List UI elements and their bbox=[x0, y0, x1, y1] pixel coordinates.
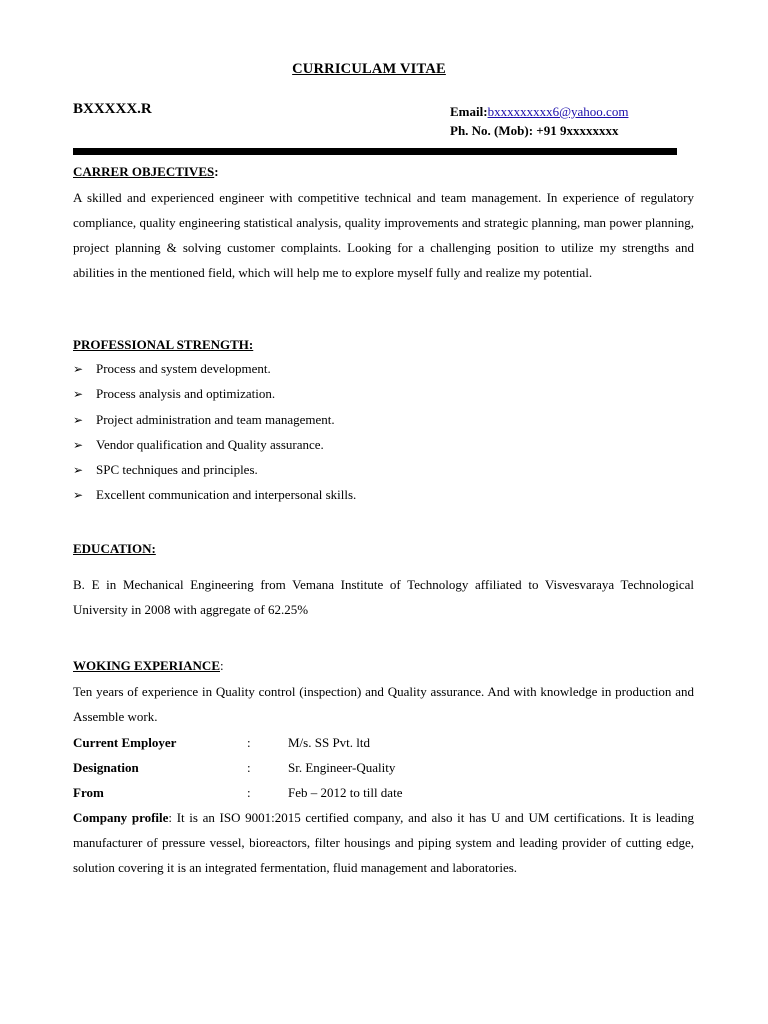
education-text: B. E in Mechanical Engineering from Vemana Institute of Technology affiliated to Visvesvaraya Technological University in 2008 with aggregate of 62.25% bbox=[73, 577, 694, 617]
detail-value: Feb – 2012 to till date bbox=[288, 785, 403, 800]
experience-heading bbox=[73, 658, 224, 674]
list-item-text: Process and system development. bbox=[96, 361, 271, 376]
email-label: Email: bbox=[450, 104, 488, 119]
email-line bbox=[450, 102, 628, 121]
detail-value: Sr. Engineer-Quality bbox=[288, 760, 396, 775]
objectives-heading bbox=[73, 164, 219, 180]
email-link[interactable]: bxxxxxxxxx6@yahoo.com bbox=[487, 104, 629, 119]
list-item bbox=[73, 410, 356, 435]
detail-label: Current Employer bbox=[73, 735, 177, 750]
detail-separator: : bbox=[247, 735, 251, 750]
experience-intro: Ten years of experience in Quality control (inspection) and Quality assurance. And with knowledge in production and Assemble work. bbox=[73, 684, 694, 724]
arrowhead-bullet-icon: ➢ bbox=[73, 463, 84, 478]
detail-label: Designation bbox=[73, 760, 139, 775]
detail-value: M/s. SS Pvt. ltd bbox=[288, 735, 371, 750]
document-title: CURRICULAM VITAE bbox=[292, 61, 446, 77]
detail-separator: : bbox=[247, 760, 251, 775]
company-profile bbox=[73, 805, 694, 880]
company-profile-text: : It is an ISO 9001:2015 certified company, and also it has U and UM certifications. It is leading manufacturer of pressure vessel, bioreactors, filter housings and piping system and leading provider of cutting edge, solution covering it is an integrated fermentation, fluid management and laboratories. bbox=[73, 810, 694, 875]
header-divider bbox=[73, 148, 677, 155]
education-heading bbox=[73, 541, 156, 557]
objectives-heading-text: CARRER OBJECTIVES bbox=[73, 164, 215, 179]
objectives-heading-colon: : bbox=[214, 164, 219, 179]
arrowhead-bullet-icon: ➢ bbox=[73, 362, 84, 376]
strengths-heading bbox=[73, 337, 253, 353]
list-item bbox=[73, 384, 356, 409]
list-item bbox=[73, 359, 356, 384]
detail-label: From bbox=[73, 785, 104, 800]
arrowhead-bullet-icon: ➢ bbox=[73, 412, 84, 427]
detail-separator: : bbox=[247, 785, 251, 800]
candidate-name: BXXXXX.R bbox=[73, 101, 152, 117]
list-item-text: Process analysis and optimization. bbox=[96, 386, 276, 402]
list-item bbox=[73, 435, 356, 460]
objectives-text: A skilled and experienced engineer with competitive technical and team management. In experience of regulatory compliance, quality engineering statistical analysis, quality improvements and strategic planning, man power planning, project planning & solving customer complaints. Looking for a challenging position to utilize my strengths and abilities in the mentioned field, which will help me to explore myself fully and realize my potential. bbox=[73, 190, 694, 280]
arrowhead-bullet-icon: ➢ bbox=[73, 437, 84, 452]
experience-heading-colon: : bbox=[220, 658, 224, 673]
list-item bbox=[73, 485, 356, 510]
list-item-text: Excellent communication and interpersonal skills. bbox=[96, 487, 357, 503]
contact-block bbox=[450, 102, 628, 140]
arrowhead-bullet-icon: ➢ bbox=[73, 488, 84, 503]
experience-heading-text: WOKING EXPERIANCE bbox=[73, 658, 220, 673]
phone-line: Ph. No. (Mob): +91 9xxxxxxxx bbox=[450, 123, 619, 138]
list-item-text: Vendor qualification and Quality assurance. bbox=[96, 436, 324, 452]
company-profile-label: Company profile bbox=[73, 810, 169, 825]
strengths-heading-text: PROFESSIONAL STRENGTH: bbox=[73, 337, 254, 352]
strengths-list bbox=[73, 359, 356, 511]
education-heading-text: EDUCATION: bbox=[73, 541, 156, 556]
arrowhead-bullet-icon: ➢ bbox=[73, 387, 84, 402]
list-item bbox=[73, 460, 356, 485]
list-item-text: Project administration and team management. bbox=[96, 411, 335, 427]
list-item-text: SPC techniques and principles. bbox=[96, 462, 258, 478]
